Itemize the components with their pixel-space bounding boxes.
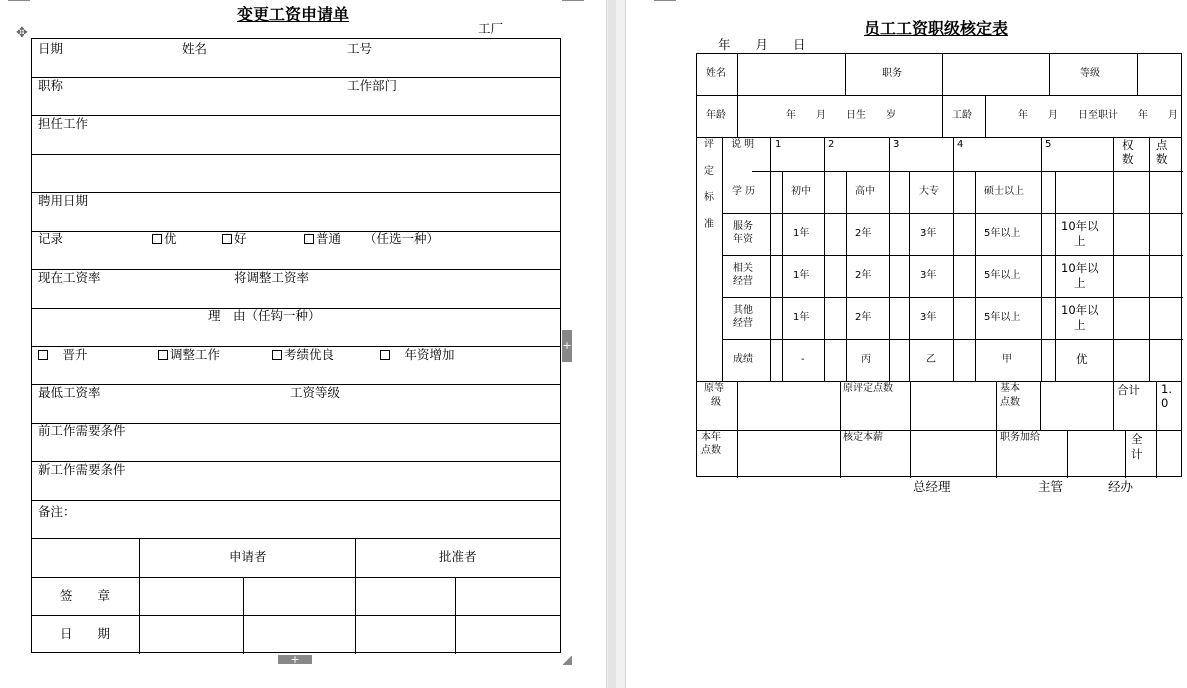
- orig-grade-label-1: 原等: [704, 383, 724, 394]
- record-hint: （任选一种）: [364, 231, 440, 246]
- record-label: 记录: [38, 231, 64, 246]
- reason-label: 理 由（任钩一种）: [208, 308, 321, 323]
- other-label-2: 经营: [733, 318, 753, 329]
- record-excellent-option[interactable]: 优: [152, 232, 177, 246]
- current-rate-label: 现在工资率: [38, 270, 101, 285]
- corner-mark-top-left: [8, 0, 30, 1]
- related-label-2: 经营: [733, 276, 753, 287]
- related-v5a: 10年以: [1061, 261, 1099, 275]
- checkbox-icon[interactable]: [222, 234, 232, 244]
- remarks-label: 备注：: [38, 504, 76, 519]
- prev-requirements-label: 前工作需要条件: [38, 423, 126, 438]
- name-label: 姓名: [706, 68, 726, 79]
- education-v4: 硕士以上: [984, 186, 1024, 197]
- table-add-column-handle[interactable]: +: [562, 330, 572, 362]
- base-salary-label: 核定本薪: [843, 432, 883, 443]
- score-v1: -: [801, 354, 805, 365]
- year-points-label-1: 本年: [701, 432, 721, 443]
- grand-total-label-2: 计: [1131, 447, 1143, 461]
- level-1: 1: [775, 139, 782, 150]
- total-value-1: 1.: [1161, 382, 1172, 396]
- seal-label: 签 章: [60, 588, 111, 603]
- orig-grade-label-2: 级: [711, 397, 721, 408]
- other-label-1: 其他: [733, 305, 753, 316]
- year-points-label-2: 点数: [701, 445, 721, 456]
- related-v3: 3年: [920, 270, 937, 281]
- change-salary-form-table: [31, 38, 561, 653]
- checkbox-icon[interactable]: [38, 350, 48, 360]
- other-v2: 2年: [855, 312, 872, 323]
- orig-points-label: 原评定点数: [843, 383, 893, 394]
- education-v3: 大专: [919, 186, 939, 197]
- corner-mark-top-right: [562, 0, 584, 1]
- applicant-header: 申请者: [229, 549, 267, 564]
- related-v4: 5年以上: [984, 270, 1021, 281]
- education-v2: 高中: [855, 186, 875, 197]
- score-label: 成绩: [733, 354, 753, 365]
- level-3: 3: [893, 139, 900, 150]
- service-v5a: 10年以: [1061, 219, 1099, 233]
- level-2: 2: [828, 139, 835, 150]
- department-label: 工作部门: [347, 78, 398, 93]
- total-label: 合计: [1117, 383, 1140, 397]
- employee-id-label: 工号: [347, 41, 373, 56]
- other-v1: 1年: [793, 312, 810, 323]
- assigned-job-label: 担任工作: [38, 116, 89, 131]
- education-v1: 初中: [791, 186, 811, 197]
- related-v1: 1年: [793, 270, 810, 281]
- criteria-char-2: 定: [704, 166, 714, 177]
- age-label: 年龄: [706, 110, 726, 121]
- other-v3: 3年: [920, 312, 937, 323]
- table-resize-handle[interactable]: [563, 656, 572, 665]
- form-title: 变更工资申请单: [237, 5, 350, 24]
- score-v3: 乙: [926, 354, 936, 365]
- service-v1: 1年: [793, 228, 810, 239]
- base-points-label-2: 点数: [1000, 397, 1020, 408]
- points-header: 点数: [1156, 138, 1168, 166]
- general-manager-label: 总经理: [913, 479, 951, 494]
- page-right: [626, 0, 1187, 688]
- other-v4: 5年以上: [984, 312, 1021, 323]
- criteria-char-3: 标: [704, 192, 714, 203]
- base-points-label-1: 基本: [1000, 383, 1020, 394]
- birth-field: 年 月 日生 岁: [786, 110, 896, 121]
- related-label-1: 相关: [733, 263, 753, 274]
- education-label: 学 历: [732, 186, 756, 197]
- grade-label: 等级: [1080, 68, 1100, 79]
- checkbox-icon[interactable]: [304, 234, 314, 244]
- service-v3: 3年: [920, 228, 937, 239]
- service-range-field: 年 月 日至职计 年 月: [1018, 110, 1178, 121]
- related-v2: 2年: [855, 270, 872, 281]
- checkbox-icon[interactable]: [152, 234, 162, 244]
- level-4: 4: [957, 139, 964, 150]
- explain-label: 说 明: [731, 139, 755, 150]
- score-v5: 优: [1076, 352, 1088, 366]
- reason-transfer-option[interactable]: 调整工作: [158, 348, 220, 362]
- related-v5b: 上: [1074, 276, 1086, 290]
- seniority-label: 工龄: [952, 110, 972, 121]
- handler-label: 经办: [1108, 479, 1134, 494]
- service-label-1: 服务: [733, 221, 753, 232]
- checkbox-icon[interactable]: [272, 350, 282, 360]
- form-title: 员工工资职级核定表: [864, 19, 1009, 38]
- criteria-char-1: 评: [704, 139, 714, 150]
- date-line: 年 月 日: [718, 37, 806, 52]
- score-v2: 丙: [861, 354, 871, 365]
- grand-total-label-1: 全: [1131, 432, 1143, 446]
- level-5: 5: [1045, 139, 1052, 150]
- other-v5a: 10年以: [1061, 303, 1099, 317]
- service-v5b: 上: [1074, 234, 1086, 248]
- table-add-row-handle[interactable]: +: [278, 655, 312, 664]
- position-label: 职务: [882, 68, 902, 79]
- name-label: 姓名: [182, 41, 208, 56]
- other-v5b: 上: [1074, 318, 1086, 332]
- move-handle-icon[interactable]: ✥: [16, 25, 28, 41]
- checkbox-icon[interactable]: [158, 350, 168, 360]
- corner-mark-top-left: [654, 0, 676, 1]
- record-normal-option[interactable]: 普通: [304, 232, 341, 246]
- salary-grade-label: 工资等级: [290, 385, 341, 400]
- record-good-option[interactable]: 好: [222, 232, 247, 246]
- total-value-2: 0: [1161, 396, 1169, 410]
- service-label-2: 年资: [733, 234, 753, 245]
- supervisor-label: 主管: [1038, 479, 1064, 494]
- weight-header: 权数: [1122, 138, 1134, 166]
- adjusted-rate-label: 将调整工资率: [234, 270, 310, 285]
- page-gutter: [606, 0, 626, 688]
- job-title-label: 职称: [38, 78, 64, 93]
- hire-date-label: 聘用日期: [38, 193, 89, 208]
- reason-promote-option[interactable]: 晋升: [38, 348, 88, 362]
- min-rate-label: 最低工资率: [38, 385, 101, 400]
- reason-seniority-option[interactable]: 年资增加: [380, 348, 455, 362]
- service-v2: 2年: [855, 228, 872, 239]
- approver-header: 批准者: [439, 549, 477, 564]
- score-v4: 甲: [1002, 354, 1012, 365]
- service-v4: 5年以上: [984, 228, 1021, 239]
- reason-merit-option[interactable]: 考绩优良: [272, 348, 334, 362]
- sign-date-label: 日 期: [60, 626, 111, 641]
- allowance-label: 职务加给: [1000, 432, 1040, 443]
- criteria-char-4: 准: [704, 219, 714, 230]
- date-label: 日期: [38, 41, 64, 56]
- factory-label: 工厂: [478, 21, 504, 36]
- checkbox-icon[interactable]: [380, 350, 390, 360]
- new-requirements-label: 新工作需要条件: [38, 462, 126, 477]
